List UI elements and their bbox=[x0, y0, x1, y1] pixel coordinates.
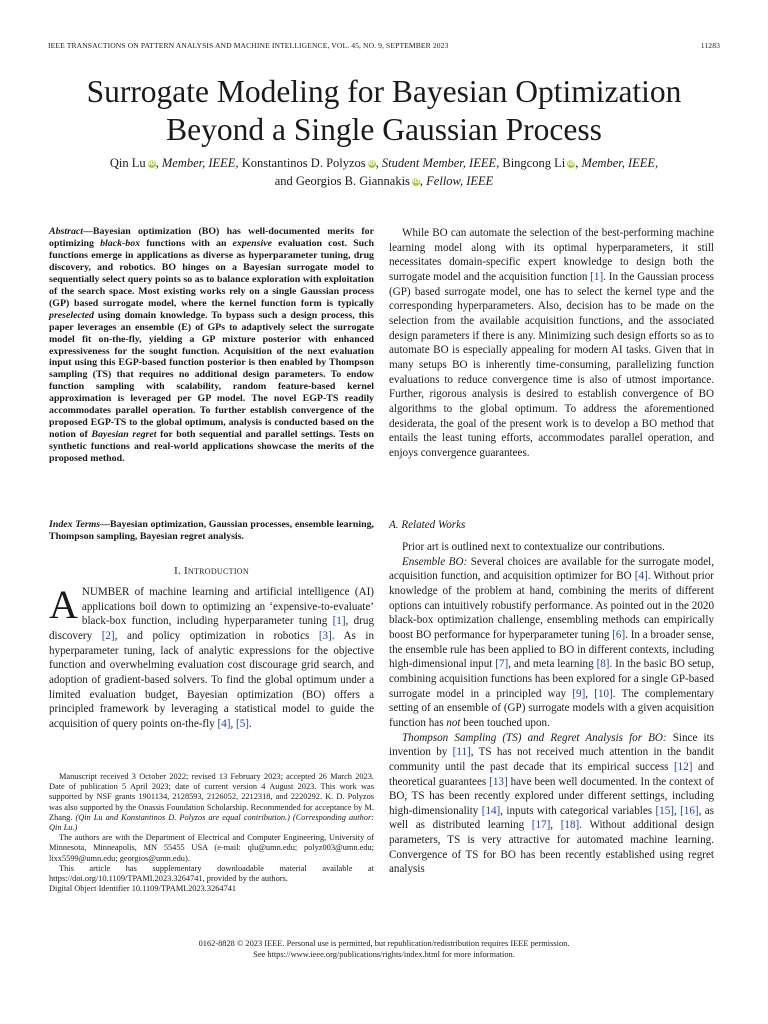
paragraph bbox=[389, 731, 714, 878]
introduction-body bbox=[49, 582, 375, 732]
paragraph: Prior art is outlined next to contextualize our contributions. bbox=[402, 541, 665, 553]
text: have been well documented. In the context of BO, TS has been recently explored under different settings, including high-dimensionality bbox=[389, 775, 714, 817]
citation-link[interactable]: [1] bbox=[590, 270, 604, 283]
running-header bbox=[48, 41, 720, 50]
abstract-text: functions with an bbox=[140, 237, 233, 249]
authors-line-2: and Georgios B. Giannakis iD, Fellow, IEEE bbox=[274, 174, 494, 188]
paper-title bbox=[40, 73, 728, 149]
text: , TS has not received much attention in the bandit community until the past decade that its empirical success bbox=[389, 746, 715, 773]
paragraph-label: Ensemble BO: bbox=[402, 555, 468, 568]
text: , bbox=[585, 687, 595, 700]
author-role: Fellow, IEEE bbox=[426, 174, 494, 188]
text: While BO can automate the selection of the best-performing machine learning model along with its optimal hyperparameters, it still necessitates domain-specific expert knowledge to design both the surrogate model and the acquisition function bbox=[389, 227, 714, 283]
right-column-top bbox=[389, 226, 714, 461]
section-heading-introduction bbox=[49, 565, 374, 577]
copyright-line: 0162-8828 © 2023 IEEE. Personal use is permitted, but republication/redistribution requires IEEE permission. bbox=[198, 939, 570, 948]
abstract-label: Abstract bbox=[49, 226, 84, 237]
author-name: Bingcong Li bbox=[502, 156, 566, 170]
paragraph bbox=[49, 582, 375, 732]
text: , bbox=[230, 717, 237, 730]
footnote-emphasis: (Qin Lu and Konstantinos D. Polyzos are equal contribution.) (Corresponding author: Qin Lu.) bbox=[49, 812, 374, 833]
text: . In a broader sense, the ensemble rule has been applied to BO in different contexts, including high-dimensional input bbox=[389, 628, 714, 671]
orcid-icon[interactable]: iD bbox=[567, 160, 575, 167]
text: , drug discovery bbox=[49, 615, 375, 642]
citation-link[interactable]: [11] bbox=[452, 746, 471, 759]
author-role: Member, IEEE, bbox=[581, 156, 659, 170]
title-line-1: Surrogate Modeling for Bayesian Optimization bbox=[86, 74, 682, 109]
index-terms bbox=[49, 519, 374, 543]
section-number: I. bbox=[174, 565, 184, 577]
author-name: and Georgios B. Giannakis bbox=[274, 174, 410, 188]
abstract-text: for both sequential and parallel settings. Tests on synthetic functions and real-world applications showcase the merits of the proposed method. bbox=[49, 429, 374, 465]
abstract-emphasis: black-box bbox=[100, 237, 141, 249]
text: , inputs with categorical variables bbox=[500, 804, 656, 817]
text-emphasis: not bbox=[446, 716, 461, 729]
abstract-emphasis: Bayesian regret bbox=[91, 429, 157, 441]
text: , and meta learning bbox=[508, 658, 597, 671]
footnote: The authors are with the Department of Electrical and Computer Engineering, University of Minnesota, Minneapolis, MN 55455 USA (e-mail: qlu@umn.edu; polyz003@umn.edu; lixx5599@umn.edu; georgios@umn.edu). bbox=[49, 833, 374, 863]
text: , bbox=[550, 819, 561, 832]
abstract-text: —Bayesian optimization (BO) has well-documented merits for optimizing bbox=[49, 226, 374, 249]
journal-info: IEEE TRANSACTIONS ON PATTERN ANALYSIS AND MACHINE INTELLIGENCE, VOL. 45, NO. 9, SEPTEMBER 2023 bbox=[48, 41, 449, 50]
text: and theoretical guarantees bbox=[389, 760, 714, 788]
footnote bbox=[49, 772, 374, 833]
authors-line-1: Qin Lu iD, Member, IEEE, Konstantinos D. Polyzos iD, Student Member, IEEE, Bingcong Li iD, Member, IEEE, bbox=[109, 156, 659, 170]
abstract-text: using domain knowledge. To bypass such a design process, this paper leverages an ensemble (E) of GPs to adaptively select the surrogate model fit on-the-fly, yielding a GP mixture posterior with enhanced expressiveness for the sought function. Acquisition of the next evaluation input using this EGP-based function posterior is then enabled by Thompson sampling (TS) that requires no additional design parameters. To endow function sampling with scalability, random feature-based kernel approximation is leveraged per GP model. The novel EGP-TS readily accommodates parallel operation. To further establish convergence of the proposed EGP-TS to the global optimum, analysis is conducted based on the notion of bbox=[49, 309, 374, 441]
citation-link[interactable]: [13] bbox=[489, 775, 508, 788]
citation-link[interactable]: [3] bbox=[318, 629, 332, 642]
citation-link[interactable]: [14] bbox=[481, 804, 501, 817]
author-list bbox=[48, 154, 720, 190]
citation-link[interactable]: [18] bbox=[560, 819, 580, 832]
text: . In the basic BO setup, combining acquisition functions has been explored for a single GP-based surrogate model in a principled way bbox=[389, 658, 715, 700]
footnotes bbox=[49, 772, 374, 894]
index-terms-label: Index Terms bbox=[49, 519, 101, 530]
related-works-body bbox=[389, 540, 714, 877]
text: . Without prior knowledge of the problem at hand, combining the merits of different options can intuitively robustify performance. As pointed out in the 2020 black-box optimization challenge, ensembling methods can empirically boost BO performance for hyperparameter tuning bbox=[389, 570, 714, 641]
abstract-emphasis: preselected bbox=[49, 309, 94, 321]
copyright-footer bbox=[48, 938, 720, 960]
orcid-icon[interactable]: iD bbox=[148, 160, 156, 167]
citation-link[interactable]: [16] bbox=[680, 804, 699, 817]
text: , as well as distributed learning bbox=[389, 804, 714, 832]
citation-link[interactable]: [10] bbox=[594, 687, 613, 700]
paragraph bbox=[389, 226, 714, 461]
citation-link[interactable]: [15] bbox=[655, 804, 674, 817]
citation-link[interactable]: [5] bbox=[236, 717, 249, 730]
citation-link[interactable]: [2] bbox=[101, 629, 115, 642]
orcid-icon[interactable]: iD bbox=[368, 160, 376, 167]
text: Several choices are available for the surrogate model, acquisition function, and acquisition optimizer for BO bbox=[389, 555, 714, 583]
citation-link[interactable]: [17] bbox=[531, 819, 551, 832]
paragraph-label: Thompson Sampling (TS) and Regret Analysis for BO: bbox=[402, 731, 667, 744]
page-number: 11283 bbox=[700, 41, 720, 50]
section-title: Introduction bbox=[183, 565, 249, 577]
citation-link[interactable]: [7] bbox=[495, 658, 509, 671]
citation-link[interactable]: [8] bbox=[596, 658, 610, 671]
citation-link[interactable]: [4] bbox=[634, 570, 648, 583]
citation-link[interactable]: [6] bbox=[612, 628, 626, 641]
citation-link[interactable]: [9] bbox=[572, 687, 586, 700]
text: . bbox=[248, 717, 252, 730]
citation-link[interactable]: [12] bbox=[673, 760, 693, 773]
text: . Without additional design parameters, TS is very attractive for automated machine learning. Convergence of TS for BO has been recently established using regret analysis bbox=[389, 819, 715, 876]
text: , bbox=[673, 804, 681, 817]
author-name: Konstantinos D. Polyzos bbox=[241, 156, 366, 170]
citation-link[interactable]: [4] bbox=[217, 717, 231, 730]
footnote-text: Manuscript received 3 October 2022; revised 13 February 2023; accepted 26 March 2023. Date of publication 5 April 2023; date of current version 4 August 2023. This work was supported by NSF grants 1901134, 2128593, 2126052, 2212318, and 2220292. K. D. Polyzos was also supported by the Onassis Foundation Scholarship. Recommended for acceptance by M. Zhang. bbox=[49, 772, 374, 822]
abstract bbox=[49, 226, 374, 465]
text: . The complementary setting of an ensemble of (GP) surrogate models with a given acquisition function has bbox=[389, 687, 715, 729]
index-terms-text: —Bayesian optimization, Gaussian processes, ensemble learning, Thompson sampling, Bayesian regret analysis. bbox=[49, 519, 374, 542]
subsection-heading-related-works: A. Related Works bbox=[389, 519, 466, 531]
author-role: Student Member, IEEE, bbox=[381, 156, 500, 170]
title-line-2: Beyond a Single Gaussian Process bbox=[166, 112, 602, 147]
text: . In the Gaussian process (GP) based surrogate model, one has to select the kernel type and the corresponding hyperparameters. Also, decision has to be made on the selection from the available acquisition functions, and the associated design parameters if there is any. Minimizing such design efforts so as to automate BO is especially appealing for modern AI tasks. Given that in many setups BO is inherently time-consuming, parallelizing function evaluations to reduce convergence time is also of utmost importance. Further, rigorous analysis is desired to establish convergence of BO algorithms to the global optimum. To address the aforementioned desiderata, the goal of the present work is to develop a BO method that entails the least tuning efforts, accommodates parallel operation, and enjoys convergence guarantees. bbox=[389, 270, 714, 459]
text: . As in hyperparameter tuning, lack of analytic expressions for the objective function and overwhelming evaluation cost discourage grid search, and adoption of gradient-based solvers. To find the global optimum under a limited evaluation budget, Bayesian optimization (BO) offers a principled framework by leveraging a statistical model to guide the acquisition of query points on-the-fly bbox=[49, 629, 375, 730]
text: been touched upon. bbox=[460, 716, 550, 729]
text: NUMBER of machine learning and artificial intelligence (AI) applications boil down to optimizing an ‘expensive-to-evaluate’ black-box function, including hyperparameter tuning bbox=[81, 586, 374, 628]
author-role: Member, IEEE, bbox=[161, 156, 239, 170]
text: , and policy optimization in robotics bbox=[114, 629, 319, 642]
paragraph bbox=[389, 555, 714, 731]
footnote: Digital Object Identifier 10.1109/TPAMI.2023.3264741 bbox=[49, 884, 237, 894]
footnote: This article has supplementary downloadable material available at https://doi.org/10.1109/TPAMI.2023.3264741, provided by the authors. bbox=[49, 863, 374, 884]
text: Since its invention by bbox=[389, 731, 714, 759]
citation-link[interactable]: [1] bbox=[332, 615, 346, 628]
orcid-icon[interactable]: iD bbox=[412, 178, 420, 185]
author-name: Qin Lu bbox=[109, 156, 146, 170]
rights-line: See https://www.ieee.org/publications/rights/index.html for more information. bbox=[253, 950, 515, 959]
abstract-text: evaluation cost. Such functions emerge in applications as diverse as hyperparameter tuning, drug discovery, and robotics. BO hinges on a Bayesian surrogate model to sequentially select query points so as to balance exploration with exploitation of the search space. Most existing works rely on a single Gaussian process (GP) based surrogate model, where the kernel function form is typically bbox=[49, 237, 374, 309]
drop-cap: A bbox=[49, 582, 78, 627]
abstract-emphasis: expensive bbox=[232, 237, 273, 249]
